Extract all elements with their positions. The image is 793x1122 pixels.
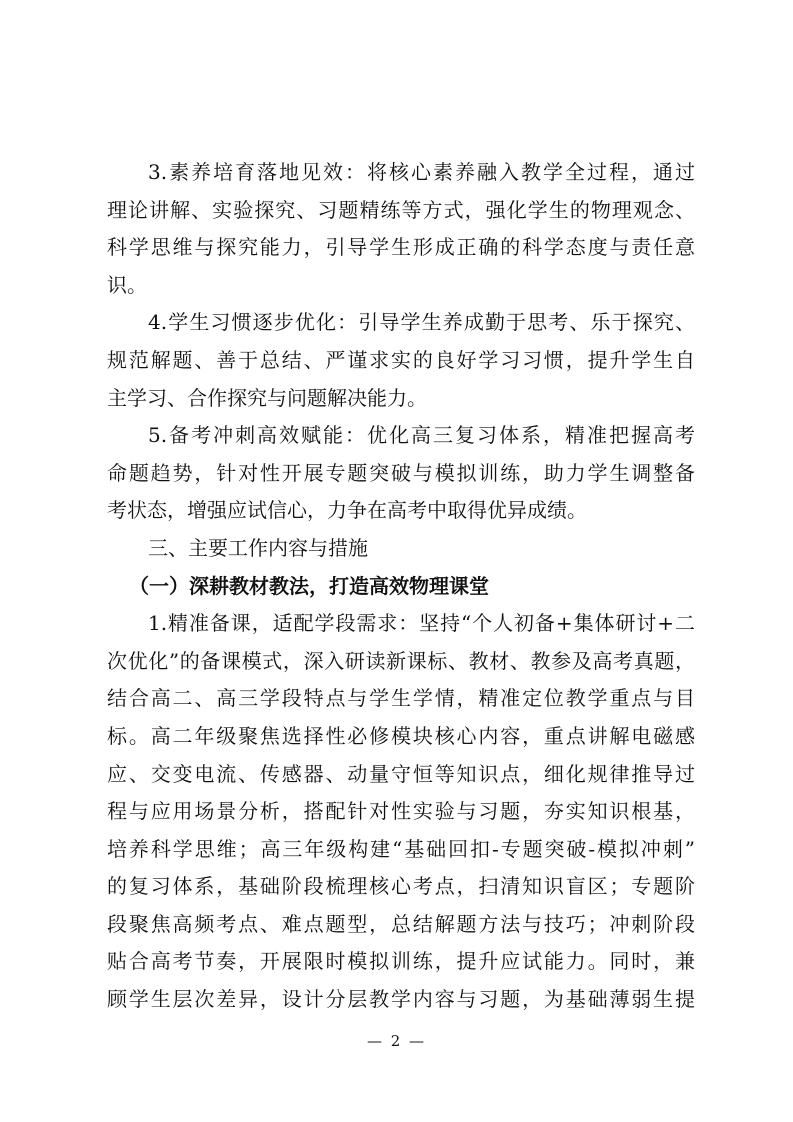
text-line: 命题趋势，针对性开展专题突破与模拟训练，助力学生调整备 (107, 460, 695, 485)
text-line: 3.素养培育落地见效：将核心素养融入教学全过程，通过 (148, 160, 695, 184)
text-line: 规范解题、善于总结、严谨求实的良好学习习惯，提升学生自 (107, 347, 695, 372)
text-line: 贴合高考节奏，开展限时模拟训练，提升应试能力。同时，兼 (107, 949, 695, 974)
text-line: 理论讲解、实验探究、习题精练等方式，强化学生的物理观念、 (107, 197, 695, 222)
text-line: 次优化”的备课模式，深入研读新课标、教材、教参及高考真题， (107, 648, 695, 673)
text-line: 应、交变电流、传感器、动量守恒等知识点，细化规律推导过 (107, 761, 695, 786)
text-line: 的复习体系，基础阶段梳理核心考点，扫清知识盲区；专题阶 (107, 874, 695, 899)
text-line: 顾学生层次差异，设计分层教学内容与习题，为基础薄弱生提 (107, 987, 695, 1012)
text-line: 1.精准备课，适配学段需求：坚持“个人初备+集体研讨+二 (148, 611, 695, 636)
text-line: 三、主要工作内容与措施 (148, 535, 368, 560)
text-line: 识。 (107, 272, 147, 297)
text-line: 程与应用场景分析，搭配针对性实验与习题，夯实知识根基， (107, 799, 695, 824)
text-line: 段聚焦高频考点、难点题型，总结解题方法与技巧；冲刺阶段 (107, 911, 695, 936)
text-line: 科学思维与探究能力，引导学生形成正确的科学态度与责任意 (107, 235, 695, 260)
page-number: — 2 — (366, 1032, 427, 1050)
text-line: 结合高二、高三学段特点与学生学情，精准定位教学重点与目 (107, 686, 695, 711)
text-line: 5.备考冲刺高效赋能：优化高三复习体系，精准把握高考 (148, 423, 695, 448)
document-body (107, 154, 695, 1019)
text-line: 4.学生习惯逐步优化：引导学生养成勤于思考、乐于探究、 (148, 310, 695, 335)
text-line: 主学习、合作探究与问题解决能力。 (107, 385, 427, 410)
text-line: 考状态，增强应试信心，力争在高考中取得优异成绩。 (107, 498, 587, 523)
text-line: 标。高二年级聚焦选择性必修模块核心内容，重点讲解电磁感 (107, 723, 695, 748)
text-line: （一）深耕教材教法，打造高效物理课堂 (129, 573, 489, 598)
text-line: 培养科学思维；高三年级构建“基础回扣-专题突破-模拟冲刺” (107, 836, 695, 861)
